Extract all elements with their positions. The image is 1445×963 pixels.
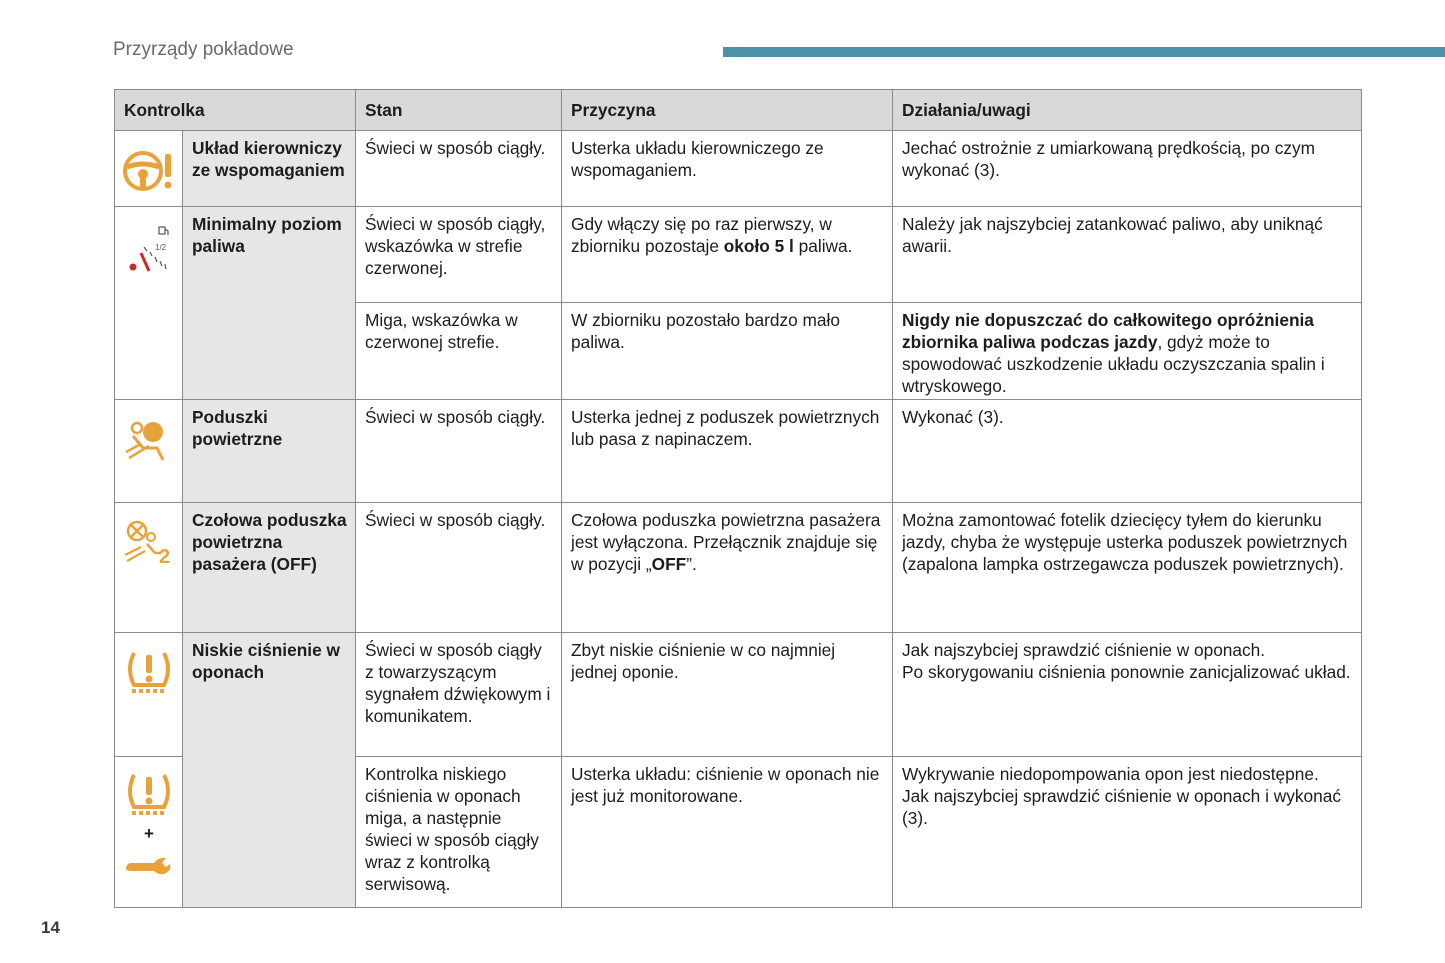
passenger-airbag-off-icon — [121, 519, 177, 565]
icon-cell — [115, 503, 183, 633]
tyre-pressure-warning-icon — [124, 771, 174, 817]
column-header: Przyczyna — [562, 90, 893, 131]
warning-lights-table — [114, 89, 1362, 908]
column-header: Kontrolka — [115, 90, 356, 131]
state-cell: Świeci w sposób ciągły, wskazówka w strefie czerwonej. — [356, 207, 562, 303]
tyre-pressure-warning-icon — [124, 649, 174, 695]
table-row — [115, 633, 1362, 757]
cause-cell: Usterka jednej z poduszek powietrznych lub pasa z napinaczem. — [562, 400, 893, 503]
plus-sign: + — [144, 824, 154, 843]
cause-cell: Gdy włączy się po raz pierwszy, w zbiorniku pozostaje około 5 l paliwa. — [562, 207, 893, 303]
warning-name: Poduszki powietrzne — [183, 400, 356, 503]
state-cell: Świeci w sposób ciągły. — [356, 131, 562, 207]
action-cell: Należy jak najszybciej zatankować paliwo, aby uniknąć awarii. — [893, 207, 1362, 303]
svg-text:2: 2 — [159, 546, 171, 565]
icon-cell — [115, 131, 183, 207]
icon-cell — [115, 400, 183, 503]
icon-cell — [115, 207, 183, 400]
fuel-gauge-low-icon — [121, 223, 177, 279]
cause-cell: Usterka układu kierowniczego ze wspomaganiem. — [562, 131, 893, 207]
action-cell: Nigdy nie dopuszczać do całkowitego opróżnienia zbiornika paliwa podczas jazdy, gdyż może to spowodować uszkodzenie układu oczyszczania spalin i wtryskowego. — [893, 303, 1362, 400]
airbag-warning-icon — [123, 418, 175, 462]
table-row — [115, 503, 1362, 633]
icon-cell — [115, 757, 183, 908]
warning-name: Minimalny poziom paliwa — [183, 207, 356, 400]
table-row — [115, 400, 1362, 503]
action-cell: Jechać ostrożnie z umiarkowaną prędkością, po czym wykonać (3). — [893, 131, 1362, 207]
action-cell: Jak najszybciej sprawdzić ciśnienie w oponach. Po skorygowaniu ciśnienia ponownie zanicjalizować układ. — [893, 633, 1362, 757]
cause-cell: Zbyt niskie ciśnienie w co najmniej jednej oponie. — [562, 633, 893, 757]
steering-wheel-warning-icon — [121, 149, 177, 193]
cause-cell: Czołowa poduszka powietrzna pasażera jest wyłączona. Przełącznik znajduje się w pozycji „OFF”. — [562, 503, 893, 633]
table-header-row — [115, 90, 1362, 131]
column-header: Działania/uwagi — [893, 90, 1362, 131]
warning-name: Czołowa poduszka powietrzna pasażera (OFF) — [183, 503, 356, 633]
state-cell: Świeci w sposób ciągły. — [356, 503, 562, 633]
warning-name: Niskie ciśnienie w oponach — [183, 633, 356, 908]
wrench-icon — [124, 855, 174, 879]
table-row — [115, 131, 1362, 207]
warning-name: Układ kierowniczy ze wspomaganiem — [183, 131, 356, 207]
page-number: 14 — [41, 918, 60, 937]
action-cell: Wykrywanie niedopompowania opon jest niedostępne. Jak najszybciej sprawdzić ciśnienie w oponach i wykonać (3). — [893, 757, 1362, 908]
cause-cell: W zbiorniku pozostało bardzo mało paliwa. — [562, 303, 893, 400]
action-cell: Wykonać (3). — [893, 400, 1362, 503]
cause-cell: Usterka układu: ciśnienie w oponach nie jest już monitorowane. — [562, 757, 893, 908]
page-section-title: Przyrządy pokładowe — [113, 39, 294, 60]
state-cell: Świeci w sposób ciągły. — [356, 400, 562, 503]
svg-text:1/2: 1/2 — [155, 243, 167, 252]
state-cell: Świeci w sposób ciągły z towarzyszącym sygnałem dźwiękowym i komunikatem. — [356, 633, 562, 757]
state-cell: Miga, wskazówka w czerwonej strefie. — [356, 303, 562, 400]
icon-cell — [115, 633, 183, 757]
state-cell: Kontrolka niskiego ciśnienia w oponach miga, a następnie świeci w sposób ciągły wraz z kontrolką serwisową. — [356, 757, 562, 908]
action-cell: Można zamontować fotelik dziecięcy tyłem do kierunku jazdy, chyba że występuje usterka poduszek powietrznych (zapalona lampka ostrzegawcza poduszek powietrznych). — [893, 503, 1362, 633]
table-row — [115, 207, 1362, 303]
column-header: Stan — [356, 90, 562, 131]
header-accent-bar — [723, 47, 1445, 57]
